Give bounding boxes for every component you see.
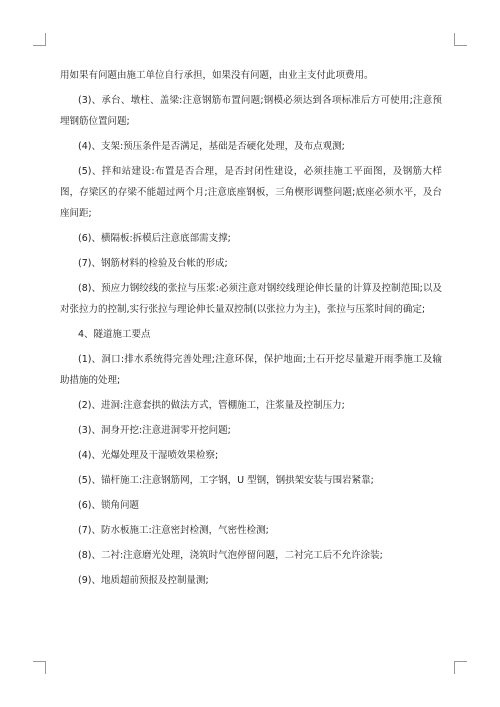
crop-mark-top-right xyxy=(454,33,467,46)
paragraph-anchor: (5)、锚杆施工:注意钢筋网，工字钢，U 型钢，钢拱架安装与围岩紧靠; xyxy=(78,475,374,486)
paragraph-diaphragm: (6)、横隔板:拆模后注意底部需支撑; xyxy=(78,233,231,244)
paragraph-lock-angle: (6)、锁角问题 xyxy=(78,500,139,511)
crop-mark-top-left xyxy=(33,33,46,46)
paragraph-portal: (1)、洞口:排水系统得完善处理;注意环保，保护地面;土石开挖尽量避开雨季施工及输助措施的处理; xyxy=(60,354,442,386)
paragraph-prestress: (8)、预应力钢绞线的张拉与压浆:必须注意对钢绞线理论伸长量的计算及控制范围;以及对张拉力的控制,实行张拉与理论伸长量双控制(以张拉力为主)，张拉与压浆时间的确定; xyxy=(60,283,442,315)
paragraph-waterproof: (7)、防水板施工:注意密封检测，气密性检测; xyxy=(78,525,269,536)
paragraph-lining: (8)、二衬:注意磨光处理，浇筑时气泡停留问题，二衬完工后不允许涂装; xyxy=(78,550,383,561)
paragraph-blasting: (4)、光爆处理及干湿喷效果检察; xyxy=(78,450,219,461)
paragraph-continuation: 用如果有问题由施工单位自行承担，如果没有问题，由业主支付此项费用。 xyxy=(60,70,374,81)
section-heading-tunnel: 4、隧道施工要点 xyxy=(78,329,151,340)
paragraph-mixing-station: (5)、拌和站建设:布置是否合理，是否封闭性建设，必须挂施工平面图，及钢筋大样图，存梁区的存梁不能超过两个月;注意底座钢板，三角楔形调整问题;底座必须水平，及台座间距; xyxy=(60,166,442,219)
paragraph-entry: (2)、进洞:注意套拱的做法方式，管棚施工，注浆量及控制压力; xyxy=(78,400,345,411)
paragraph-rebar-inspection: (7)、钢筋材料的检验及台帐的形成; xyxy=(78,258,228,269)
paragraph-support: (4)、支架:预压条件是否满足，基础是否硬化处理，及布点观测; xyxy=(78,141,345,152)
crop-mark-bottom-left xyxy=(33,661,46,674)
paragraph-excavation: (3)、洞身开挖:注意进洞零开挖问题; xyxy=(78,425,231,436)
crop-mark-bottom-right xyxy=(454,661,467,674)
paragraph-geology: (9)、地质超前预报及控制量测; xyxy=(78,575,209,586)
paragraph-bearing-platform: (3)、承台、墩柱、盖梁:注意钢筋布置问题;钢模必须达到各项标准后方可使用;注意预埋钢筋位置问题; xyxy=(60,95,442,127)
document-body xyxy=(60,65,442,595)
